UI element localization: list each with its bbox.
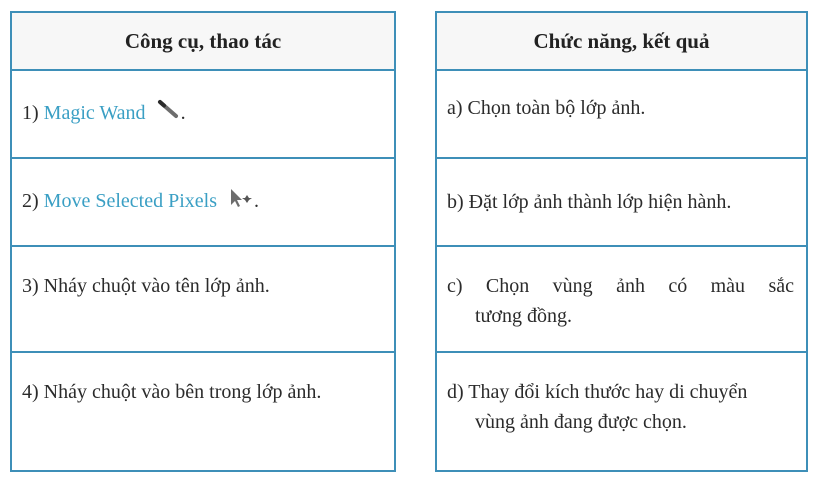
result-row-b: [437, 159, 806, 245]
row-text: 3) Nháy chuột vào tên lớp ảnh.: [22, 275, 270, 297]
move-selected-pixels-label: Move Selected Pixels: [43, 190, 217, 213]
results-header-label: Chức năng, kết quả: [533, 28, 710, 53]
row-text-line1: c) Chọn vùng ảnh có màu sắc: [447, 275, 794, 297]
tools-table: [10, 11, 396, 472]
magic-wand-icon: [157, 99, 181, 130]
row-end-period: .: [180, 102, 186, 125]
results-header: [437, 13, 806, 69]
magic-wand-label: Magic Wand: [43, 102, 146, 125]
row-text: 4) Nháy chuột vào bên trong lớp ảnh.: [22, 381, 322, 403]
row-text-line2: vùng ảnh đang được chọn.: [475, 411, 687, 433]
row-text: a) Chọn toàn bộ lớp ảnh.: [447, 97, 646, 119]
tools-header-label: Công cụ, thao tác: [124, 28, 282, 53]
row-number: 1): [22, 102, 39, 125]
row-text-line2: tương đồng.: [475, 305, 572, 327]
tool-row-1: [12, 71, 394, 157]
row-text: b) Đặt lớp ảnh thành lớp hiện hành.: [447, 191, 732, 213]
row-number: 2): [22, 190, 39, 213]
move-selection-icon: [228, 187, 254, 218]
row-end-period: .: [253, 190, 259, 213]
tool-row-2: [12, 159, 394, 245]
row-text-line1: d) Thay đổi kích thước hay di chuyển: [447, 381, 748, 403]
results-table: [435, 11, 808, 472]
result-row-c: [437, 247, 806, 351]
tool-row-3: [12, 247, 394, 351]
tool-row-4: [12, 353, 394, 470]
tools-header: [12, 13, 394, 69]
result-row-d: [437, 353, 806, 470]
result-row-a: [437, 71, 806, 157]
